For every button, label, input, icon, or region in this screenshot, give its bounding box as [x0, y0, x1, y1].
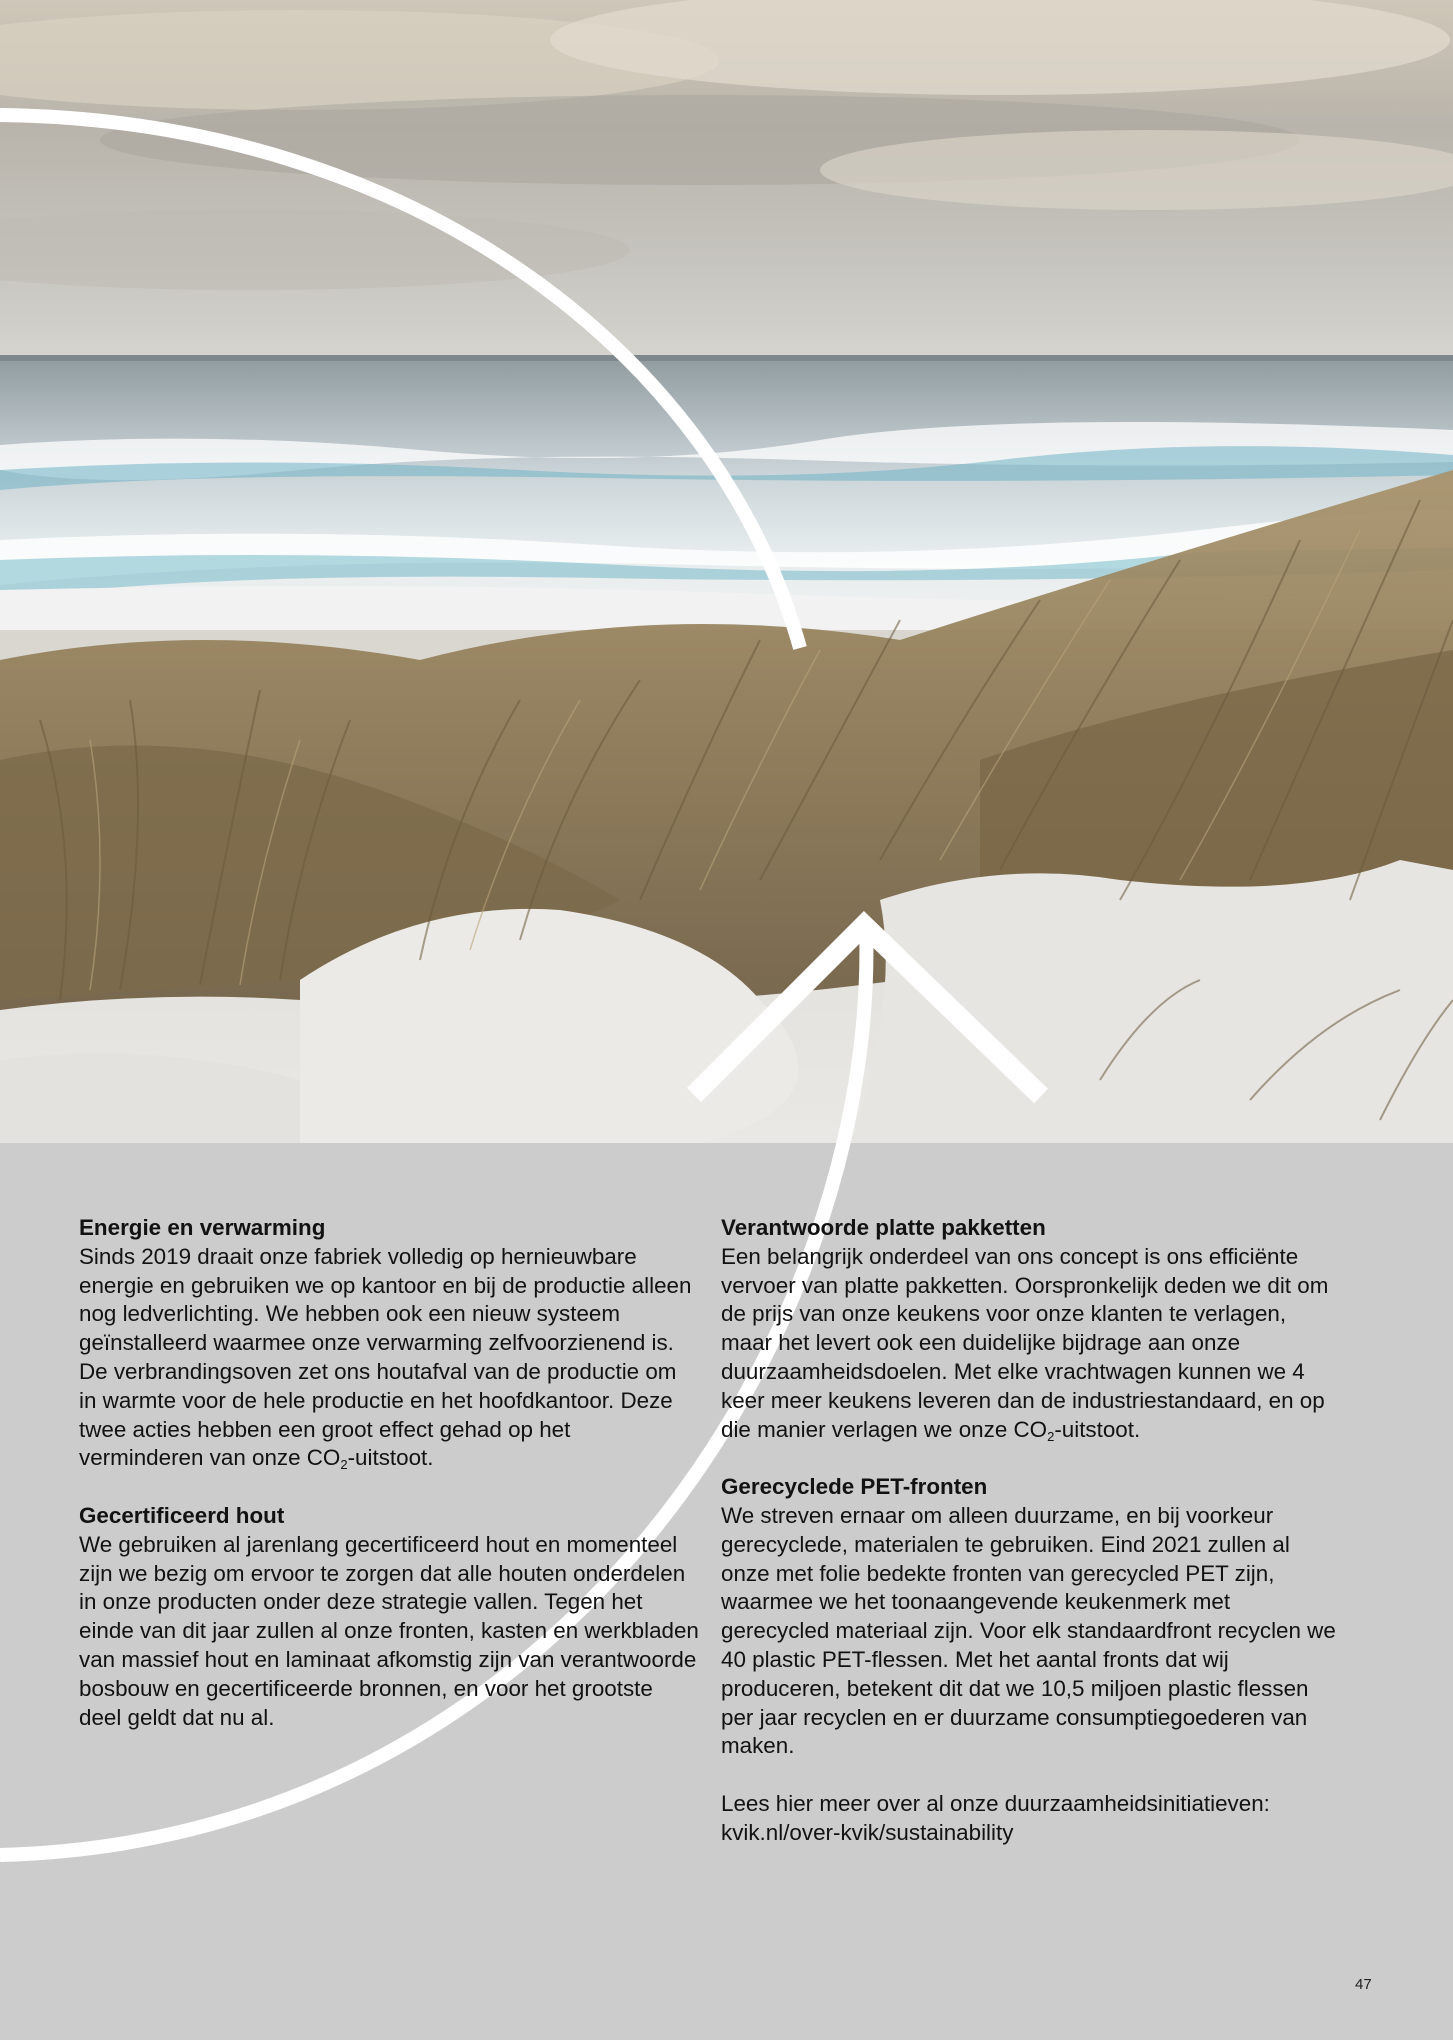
section-heading-wood: Gecertificeerd hout	[79, 1502, 285, 1528]
left-text-column	[79, 1214, 699, 1761]
section-body-wood: We gebruiken al jarenlang gecertificeerd hout en momenteel zijn we bezig om ervoor te zorgen dat alle houten onderdelen in onze producten onder deze strategie vallen. Tegen het einde van dit jaar zullen al onze fronten, kasten en werkbladen van massief hout en laminaat afkomstig zijn van verantwoorde bosbouw en gecertificeerde bronnen, en voor het grootste deel geldt dat nu al.	[79, 1531, 699, 1730]
page-number: 47	[1355, 1976, 1372, 1993]
section-body-pet: We streven ernaar om alleen duurzame, en bij voorkeur gerecyclede, materialen te gebruiken. Eind 2021 zullen al onze met folie bedekte fronten van gerecycled PET zijn, waarmee we het toonaangevende keukenmerk met gerecycled materiaal zijn. Voor elk standaardfront recyclen we 40 plastic PET-flessen. Met het aantal fronts dat wij produceren, betekent dit dat we 10,5 miljoen plastic flessen per jaar recyclen en er duurzame consumptiegoederen van maken.	[721, 1502, 1336, 1759]
section-wood	[79, 1502, 699, 1732]
section-pet	[721, 1473, 1341, 1761]
right-text-column	[721, 1214, 1341, 1848]
more-info-intro: Lees hier meer over al onze duurzaamheidsinitiatieven:	[721, 1790, 1270, 1816]
sustainability-link[interactable]: kvik.nl/over-kvik/sustainability	[721, 1819, 1014, 1845]
section-heading-pet: Gerecyclede PET-fronten	[721, 1474, 988, 1500]
section-heading-energy: Energie en verwarming	[79, 1215, 326, 1240]
section-body-packaging: Een belangrijk onderdeel van ons concept is ons efficiënte vervoer van platte pakketten. Oorspronkelijk deden we dit om de prijs van onze keukens voor onze klanten te verlagen, maar het levert ook een duidelijke bijdrage aan onze duurzaamheidsdoelen. Met elke vrachtwagen kunnen we 4 keer meer keukens leveren dan de industriestandaard, en op die manier verlagen we onze $CO_2$-uitstoot.	[721, 1243, 1329, 1444]
section-energy	[79, 1214, 699, 1473]
more-info-block	[721, 1790, 1341, 1848]
section-body-energy: Sinds 2019 draait onze fabriek volledig op hernieuwbare energie en gebruiken we op kantoor en bij de productie alleen nog ledverlichting. We hebben ook een nieuw systeem geïnstalleerd waarmee onze verwarming zelfvoorzienend is. De verbrandingsoven zet ons houtafval van de productie om in warmte voor de hele productie en het hoofdkantoor. Deze twee acties hebben een groot effect gehad op het verminderen van onze $CO_2$-uitstoot.	[79, 1243, 692, 1473]
section-packaging	[721, 1214, 1341, 1444]
section-heading-packaging: Verantwoorde platte pakketten	[721, 1215, 1046, 1240]
